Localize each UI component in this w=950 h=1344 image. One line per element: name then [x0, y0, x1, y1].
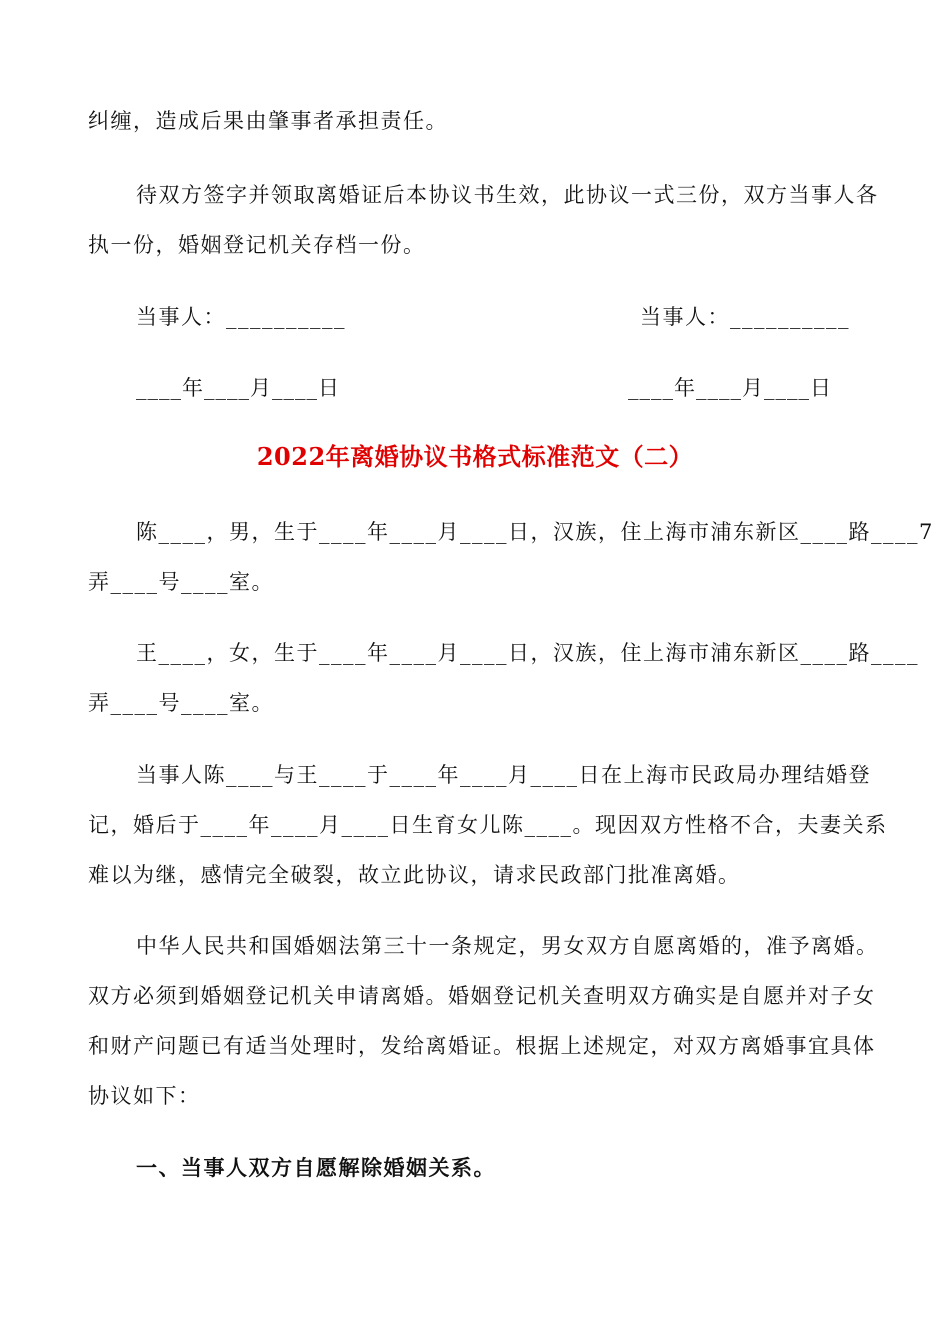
document-title: 2022年离婚协议书格式标准范文（二）: [256, 442, 694, 471]
signature-right-date: ____年____月____日: [628, 376, 832, 400]
paragraph-marriage-line-1: 当事人陈____与王____于____年____月____日在上海市民政局办理结婚登: [136, 763, 871, 787]
paragraph-wang-line-2: 弄____号____室。: [88, 691, 274, 715]
paragraph-law-line-3: 和财产问题已有适当处理时，发给离婚证。根据上述规定，对双方离婚事宜具体: [88, 1034, 876, 1058]
paragraph-chen-line-1: 陈____，男，生于____年____月____日，汉族，住上海市浦东新区____路____7: [136, 520, 934, 544]
paragraph-continuation: 纠缠，造成后果由肇事者承担责任。: [88, 109, 448, 133]
paragraph-effective-line-2: 执一份，婚姻登记机关存档一份。: [88, 233, 426, 257]
paragraph-law-line-2: 双方必须到婚姻登记机关申请离婚。婚姻登记机关查明双方确实是自愿并对子女: [88, 984, 876, 1008]
paragraph-marriage-line-3: 难以为继，感情完全破裂，故立此协议，请求民政部门批准离婚。: [88, 863, 741, 887]
paragraph-law-line-1: 中华人民共和国婚姻法第三十一条规定，男女双方自愿离婚的，准予离婚。: [136, 934, 879, 958]
signature-right-party: 当事人：__________: [640, 305, 850, 329]
signature-left-date: ____年____月____日: [136, 376, 340, 400]
paragraph-chen-line-2: 弄____号____室。: [88, 570, 274, 594]
paragraph-wang-line-1: 王____，女，生于____年____月____日，汉族，住上海市浦东新区____路____: [136, 641, 919, 665]
section-heading-one: 一、当事人双方自愿解除婚姻关系。: [136, 1155, 496, 1180]
paragraph-marriage-line-2: 记，婚后于____年____月____日生育女儿陈____。现因双方性格不合，夫妻关系: [88, 813, 888, 837]
paragraph-effective-line-1: 待双方签字并领取离婚证后本协议书生效，此协议一式三份，双方当事人各: [136, 183, 879, 207]
paragraph-law-line-4: 协议如下：: [88, 1084, 201, 1108]
signature-left-party: 当事人：__________: [136, 305, 346, 329]
